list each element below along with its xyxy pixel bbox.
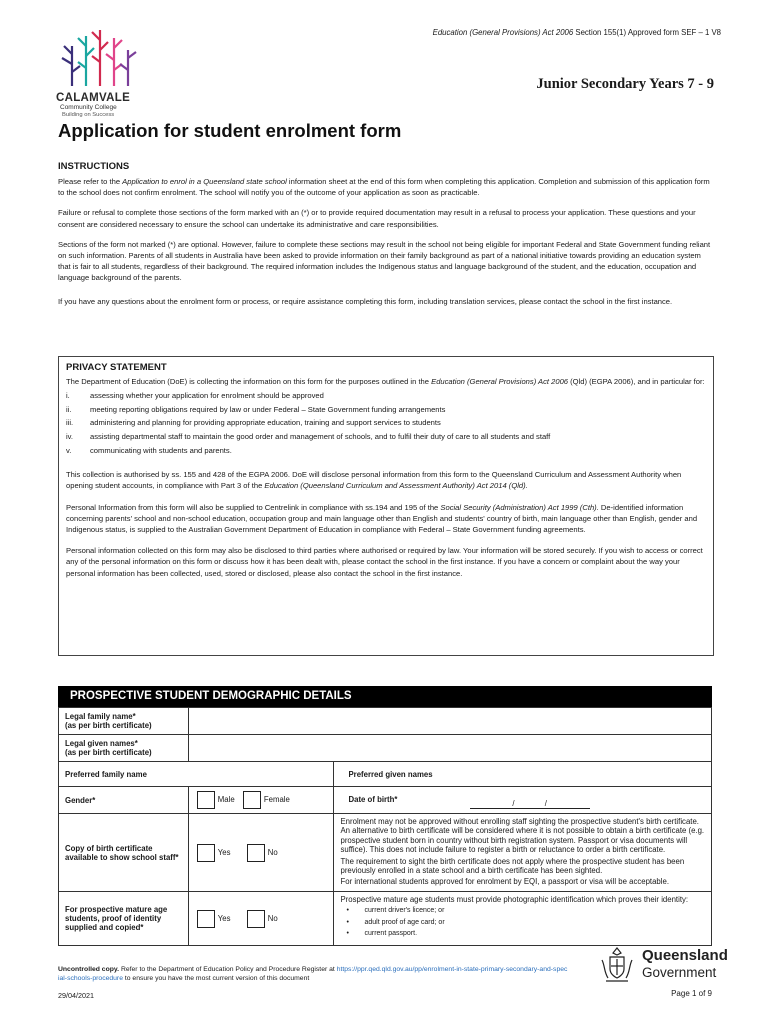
qld-government-logo [596, 944, 726, 986]
gender-label: Gender* [59, 787, 189, 814]
act-reference: Education (General Provisions) Act 2006 [432, 28, 574, 37]
instructions-p2: Failure or refusal to complete those sections of the form marked with an (*) or to provide required documentation may result in a refusal to process your application. These questions and your consent are considered necessary to ensure the school can undertake its administrative and care responsibilities. [58, 208, 696, 229]
family-name-field[interactable] [188, 708, 711, 735]
list-item: • adult proof of age card; or [340, 917, 705, 929]
mature-age-note [334, 892, 712, 946]
date-of-birth-field[interactable] [334, 787, 712, 814]
instructions-p3: Sections of the form not marked (*) are optional. However, failure to complete these sections may result in the school not being eligible for important Federal and State Government funding reliant on such information. Parents of all students in Australia have been asked to provide information on their family background as part of a national initiative towards providing an education system that is fair to all students, regardless of their background. The required information includes the Indigenous status and language background of the student, and the education, occupation and language background of the parents. [58, 239, 711, 283]
list-item: i. assessing whether your application for enrolment should be approved [66, 391, 324, 401]
privacy-p2: This collection is authorised by ss. 155 and 428 of the EGPA 2006. DoE will disclose personal information from this form to the Queensland Curriculum and Assessment Authority when opening student accounts, in compliance with Part 3 of the Education (Queensland Curriculum and Assessment Authority) Act 2014 (Qld). [66, 470, 682, 491]
table-row [59, 787, 712, 814]
demographics-header [58, 686, 712, 707]
privacy-intro: The Department of Education (DoE) is collecting the information on this form for the purposes outlined in the Education (General Provisions) Act 2006 (Qld) (EGPA 2006), and in particular for: [66, 377, 705, 386]
qld-crest-icon [596, 944, 638, 986]
birth-cert-no-checkbox[interactable] [247, 844, 265, 862]
family-name-label: Legal family name* (as per birth certificate) [59, 708, 189, 735]
form-reference [433, 28, 721, 37]
form-code: Section 155(1) Approved form SEF – 1 V8 [575, 28, 721, 37]
instructions-p4: If you have any questions about the enrolment form or process, or require assistance completing this form, including translation services, please contact the school in the first instance. [58, 296, 673, 306]
yes-label: Yes [217, 847, 231, 857]
qld-text-2: Government [642, 965, 717, 980]
table-row [59, 814, 712, 892]
male-checkbox[interactable] [197, 791, 215, 809]
table-row [59, 762, 712, 787]
preferred-given-names-field[interactable]: Preferred given names [334, 762, 712, 787]
no-label: No [267, 913, 278, 923]
instructions-section [58, 161, 713, 307]
note-text: For international students approved for enrolment by EQI, a passport or visa will be acceptable. [340, 877, 669, 887]
given-names-label: Legal given names* (as per birth certificate) [59, 735, 189, 762]
demographics-heading: PROSPECTIVE STUDENT DEMOGRAPHIC DETAILS [70, 690, 352, 702]
birth-certificate-options [188, 814, 334, 892]
years-heading: Junior Secondary Years 7 - 9 [536, 76, 714, 92]
female-label: Female [263, 795, 290, 805]
table-row [59, 892, 712, 946]
note-text: Enrolment may not be approved without enrolling staff sighting the prospective student's birth certificate. An alternative to birth certificate will be considered where it is not possible to obtain a birth certificate (e.g. prospective student born in country without birth registration system. Passport or visa documents will suffice). This does not include failure to register a birth or reluctance to order a birth certificate. [340, 817, 705, 855]
instructions-heading: INSTRUCTIONS [58, 161, 130, 172]
given-names-field[interactable] [188, 735, 711, 762]
school-name: CALAMVALE [56, 92, 131, 104]
privacy-p4: Personal information collected on this form may also be disclosed to third parties where authorised or required by law. Your information will be stored securely. If you wish to access or correct any of the personal information on this form or discuss how it has been dealt with, please contact the school in the first instance. If you have a concern or complaint about the way your personal information has been collected, used, stored or disclosed, please also contact the school in the first instance. [66, 546, 703, 578]
footer-text: Refer to the Department of Education Policy and Procedure Register at [119, 966, 337, 973]
table-row [59, 735, 712, 762]
mature-age-label: For prospective mature age students, proof of identity supplied and copied* [59, 892, 189, 946]
privacy-heading: PRIVACY STATEMENT [66, 362, 167, 373]
school-logo [52, 24, 142, 118]
instructions-p1: Please refer to the Application to enrol in a Queensland state school information sheet at the end of this form when completing this application. Completion and submission of this application form to the school does not confirm enrolment. The school will notify you of the outcome of your application as soon as practicable. [58, 177, 710, 198]
male-label: Male [217, 795, 235, 805]
list-item: ii. meeting reporting obligations required by law or under Federal – State Government funding arrangements [66, 404, 446, 414]
mature-no-checkbox[interactable] [247, 910, 265, 928]
footer-date: 29/04/2021 [58, 991, 94, 1000]
list-item: iv. assisting departmental staff to maintain the good order and management of schools, and to fulfil their duty of care to all students and staff [66, 431, 551, 441]
mature-yes-checkbox[interactable] [197, 910, 215, 928]
note-text: Prospective mature age students must provide photographic identification which proves their identity: [340, 895, 689, 904]
uncontrolled-label: Uncontrolled copy. [58, 966, 120, 973]
female-checkbox[interactable] [243, 791, 261, 809]
gender-options [188, 787, 334, 814]
privacy-box [58, 356, 714, 656]
privacy-p3: Personal Information from this form will also be supplied to Centrelink in compliance with ss.194 and 195 of the Social Security (Administration) Act 1999 (Cth). De-identified information concerning parents' school and non-school education, occupation group and main language other than English and students' country of birth, main language other than English, gender and Indigenous status, is supplied to the Australian Government Department of Education in compliance with Federal – State Government funding agreements. [66, 502, 698, 534]
birth-certificate-label: Copy of birth certificate available to show school staff* [59, 814, 189, 892]
page-number: Page 1 of 9 [671, 989, 712, 998]
birth-cert-yes-checkbox[interactable] [197, 844, 215, 862]
demographics-table [58, 707, 712, 946]
policy-link[interactable]: https://ppr.qed.qld.gov.au/pp/enrolment-in-state-primary-secondary-and-special-schools-procedure [58, 966, 568, 982]
list-item: iii. administering and planning for providing appropriate education, training and support services to students [66, 418, 441, 428]
list-item: v. communicating with students and parents. [66, 445, 232, 455]
mature-age-options [188, 892, 334, 946]
dob-input[interactable]: / / [470, 799, 590, 809]
footer-text: to ensure you have the most current version of this document [122, 975, 310, 982]
page-title: Application for student enrolment form [58, 120, 402, 141]
note-text: The requirement to sight the birth certificate does not apply where the prospective student has been previously enrolled in a state school and a birth certificate has been sighted. [340, 856, 685, 876]
list-item: • current passport. [340, 928, 705, 940]
preferred-family-name-field[interactable]: Preferred family name [59, 762, 334, 787]
footer-note [58, 965, 568, 983]
dob-label: Date of birth* [348, 795, 398, 804]
school-sub: Community College [60, 104, 117, 111]
no-label: No [267, 847, 278, 857]
list-item: • current driver's licence; or [340, 905, 705, 917]
school-tagline: Building on Success [62, 112, 115, 118]
id-list [340, 905, 705, 940]
privacy-purpose-list [66, 389, 706, 457]
table-row [59, 708, 712, 735]
qld-text-1: Queensland [642, 947, 728, 964]
birth-certificate-note [334, 814, 712, 892]
yes-label: Yes [217, 913, 231, 923]
tree-logo-icon [52, 24, 142, 88]
